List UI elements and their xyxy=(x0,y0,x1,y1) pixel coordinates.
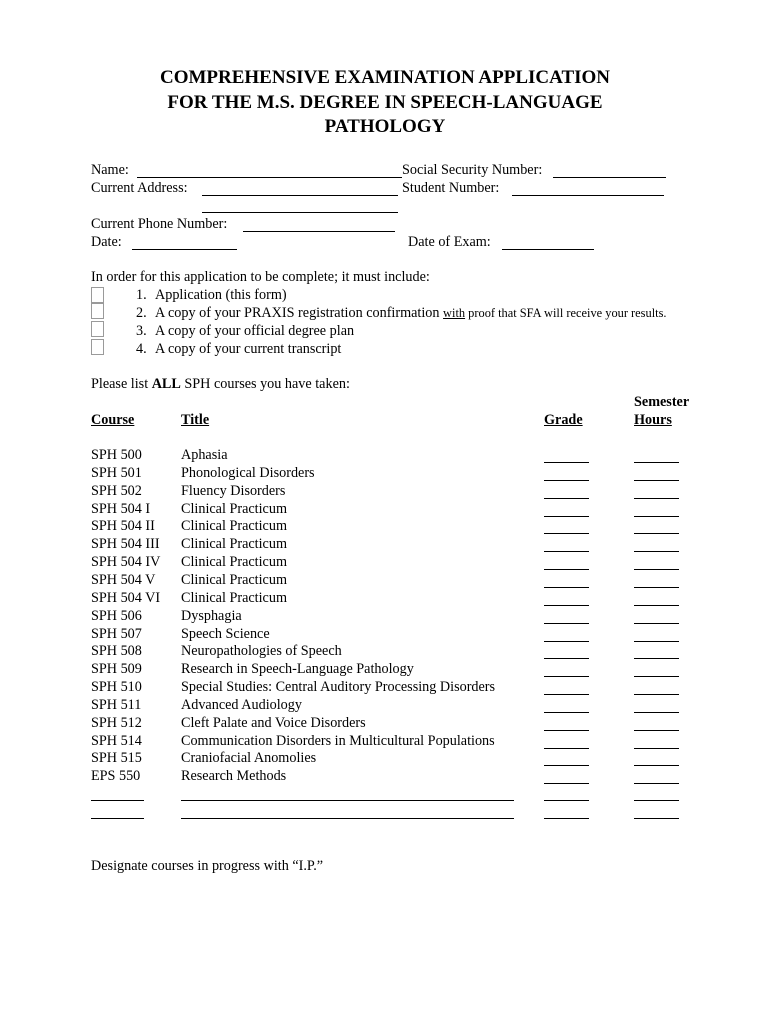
grade-field[interactable] xyxy=(544,730,589,731)
ssn-field[interactable] xyxy=(553,177,666,178)
course-title: Phonological Disorders xyxy=(181,464,315,481)
requirement-text-2-rest: proof that SFA will receive your results. xyxy=(465,306,667,320)
hours-field[interactable] xyxy=(634,765,679,766)
requirements-intro: In order for this application to be complete; it must include: xyxy=(91,269,430,285)
requirement-text-2-with: with xyxy=(443,306,466,320)
requirement-num-4: 4. xyxy=(136,341,147,357)
header-grade: Grade xyxy=(544,412,583,428)
requirement-text-3: A copy of your official degree plan xyxy=(155,323,355,339)
requirement-checkbox-3[interactable] xyxy=(91,321,104,337)
requirement-num-2: 2. xyxy=(136,305,147,321)
hours-field[interactable] xyxy=(634,623,679,624)
course-title: Clinical Practicum xyxy=(181,554,287,571)
courses-intro xyxy=(91,376,350,393)
grade-field[interactable] xyxy=(544,551,589,552)
course-title: Research Methods xyxy=(181,768,287,785)
hours-field[interactable] xyxy=(634,480,679,481)
course-code: SPH 501 xyxy=(91,464,142,481)
course-title: Neuropathologies of Speech xyxy=(181,643,342,660)
course-title: Craniofacial Anomolies xyxy=(181,750,317,767)
hours-field[interactable] xyxy=(634,748,679,749)
course-title: Speech Science xyxy=(181,625,270,642)
name-label: Name: xyxy=(91,162,129,178)
grade-field[interactable] xyxy=(544,641,589,642)
date-label: Date: xyxy=(91,234,122,250)
grade-field[interactable] xyxy=(544,533,589,534)
grade-field[interactable] xyxy=(544,605,589,606)
course-code: SPH 504 VI xyxy=(91,589,161,606)
hours-field[interactable] xyxy=(634,783,679,784)
address-label: Current Address: xyxy=(91,180,188,196)
grade-field[interactable] xyxy=(544,480,589,481)
course-title: Clinical Practicum xyxy=(181,589,287,606)
courses-intro-pre: Please list xyxy=(91,376,152,392)
requirement-text-2 xyxy=(155,305,667,322)
hours-field[interactable] xyxy=(634,641,679,642)
blank-grade-field-1[interactable] xyxy=(544,800,589,801)
grade-field[interactable] xyxy=(544,783,589,784)
course-code: SPH 502 xyxy=(91,482,142,499)
blank-grade-field-2[interactable] xyxy=(544,818,589,819)
course-title: Advanced Audiology xyxy=(181,696,302,713)
course-code: SPH 507 xyxy=(91,625,142,642)
course-code: SPH 504 I xyxy=(91,500,151,517)
hours-field[interactable] xyxy=(634,462,679,463)
footer-note: Designate courses in progress with “I.P.” xyxy=(91,858,324,874)
courses-intro-bold: ALL xyxy=(151,376,181,392)
course-title: Clinical Practicum xyxy=(181,518,287,535)
grade-field[interactable] xyxy=(544,765,589,766)
course-title: Aphasia xyxy=(181,447,228,463)
form-title-line-1: COMPREHENSIVE EXAMINATION APPLICATION xyxy=(159,67,611,88)
grade-field[interactable] xyxy=(544,462,589,463)
grade-field[interactable] xyxy=(544,694,589,695)
course-code: SPH 512 xyxy=(91,714,142,731)
course-title: Clinical Practicum xyxy=(181,500,287,517)
grade-field[interactable] xyxy=(544,587,589,588)
course-code: SPH 504 V xyxy=(91,571,156,588)
exam-date-field[interactable] xyxy=(502,249,594,250)
header-hours: Hours xyxy=(634,412,672,428)
blank-course-field-2[interactable] xyxy=(91,818,144,819)
course-title: Clinical Practicum xyxy=(181,571,287,588)
header-course: Course xyxy=(91,412,135,428)
form-title-line-2: FOR THE M.S. DEGREE IN SPEECH-LANGUAGE xyxy=(167,91,603,113)
phone-field[interactable] xyxy=(243,231,395,232)
requirement-text-1: Application (this form) xyxy=(155,287,287,303)
course-title: Cleft Palate and Voice Disorders xyxy=(181,714,366,731)
course-title: Communication Disorders in Multicultural Populations xyxy=(181,732,495,749)
blank-title-field-2[interactable] xyxy=(181,818,514,819)
grade-field[interactable] xyxy=(544,712,589,713)
hours-field[interactable] xyxy=(634,569,679,570)
hours-field[interactable] xyxy=(634,676,679,677)
hours-field[interactable] xyxy=(634,658,679,659)
header-title: Title xyxy=(181,412,210,428)
ssn-label: Social Security Number: xyxy=(402,162,543,178)
course-code: SPH 510 xyxy=(91,679,142,696)
grade-field[interactable] xyxy=(544,569,589,570)
course-code: SPH 514 xyxy=(91,732,142,749)
grade-field[interactable] xyxy=(544,498,589,499)
requirement-num-3: 3. xyxy=(136,323,147,339)
hours-field[interactable] xyxy=(634,730,679,731)
course-title: Special Studies: Central Auditory Processing Disorders xyxy=(181,679,496,696)
hours-field[interactable] xyxy=(634,498,679,499)
course-title: Research in Speech-Language Pathology xyxy=(181,661,414,678)
course-code: SPH 508 xyxy=(91,643,142,660)
course-title: Dysphagia xyxy=(181,607,242,624)
course-code: SPH 504 III xyxy=(91,536,160,553)
requirement-text-4: A copy of your current transcript xyxy=(155,341,342,357)
hours-field[interactable] xyxy=(634,694,679,695)
course-code: SPH 500 xyxy=(91,447,142,463)
course-code: SPH 504 IV xyxy=(91,554,161,571)
hours-field[interactable] xyxy=(634,605,679,606)
course-code: SPH 506 xyxy=(91,607,142,624)
grade-field[interactable] xyxy=(544,516,589,517)
grade-field[interactable] xyxy=(544,676,589,677)
course-code: SPH 515 xyxy=(91,750,142,767)
hours-field[interactable] xyxy=(634,587,679,588)
course-title: Fluency Disorders xyxy=(181,482,286,499)
grade-field[interactable] xyxy=(544,658,589,659)
grade-field[interactable] xyxy=(544,623,589,624)
requirement-num-1: 1. xyxy=(136,287,147,303)
blank-hours-field-2[interactable] xyxy=(634,818,679,819)
header-semester: Semester xyxy=(634,394,690,410)
course-code: SPH 509 xyxy=(91,661,142,678)
hours-field[interactable] xyxy=(634,533,679,534)
hours-field[interactable] xyxy=(634,712,679,713)
requirement-text-2-main: A copy of your PRAXIS registration confirmation xyxy=(155,305,444,321)
student-number-field[interactable] xyxy=(512,195,664,196)
course-code: SPH 511 xyxy=(91,696,142,713)
grade-field[interactable] xyxy=(544,748,589,749)
course-code: SPH 504 II xyxy=(91,518,155,535)
blank-course-field-1[interactable] xyxy=(91,800,144,801)
phone-label: Current Phone Number: xyxy=(91,216,228,232)
course-title: Clinical Practicum xyxy=(181,536,287,553)
hours-field[interactable] xyxy=(634,516,679,517)
requirement-checkbox-2[interactable] xyxy=(91,303,104,319)
address-field[interactable] xyxy=(202,195,398,196)
blank-hours-field-1[interactable] xyxy=(634,800,679,801)
blank-title-field-1[interactable] xyxy=(181,800,514,801)
date-field[interactable] xyxy=(132,249,237,250)
courses-intro-post: SPH courses you have taken: xyxy=(180,376,350,392)
hours-field[interactable] xyxy=(634,551,679,552)
student-number-label: Student Number: xyxy=(402,180,500,196)
form-title-line-3: PATHOLOGY xyxy=(324,116,446,137)
requirement-checkbox-1[interactable] xyxy=(91,287,104,303)
address-field-line-2[interactable] xyxy=(202,212,398,213)
requirement-checkbox-4[interactable] xyxy=(91,339,104,355)
exam-date-label: Date of Exam: xyxy=(408,234,491,250)
course-code: EPS 550 xyxy=(91,768,141,785)
name-field[interactable] xyxy=(137,177,402,178)
